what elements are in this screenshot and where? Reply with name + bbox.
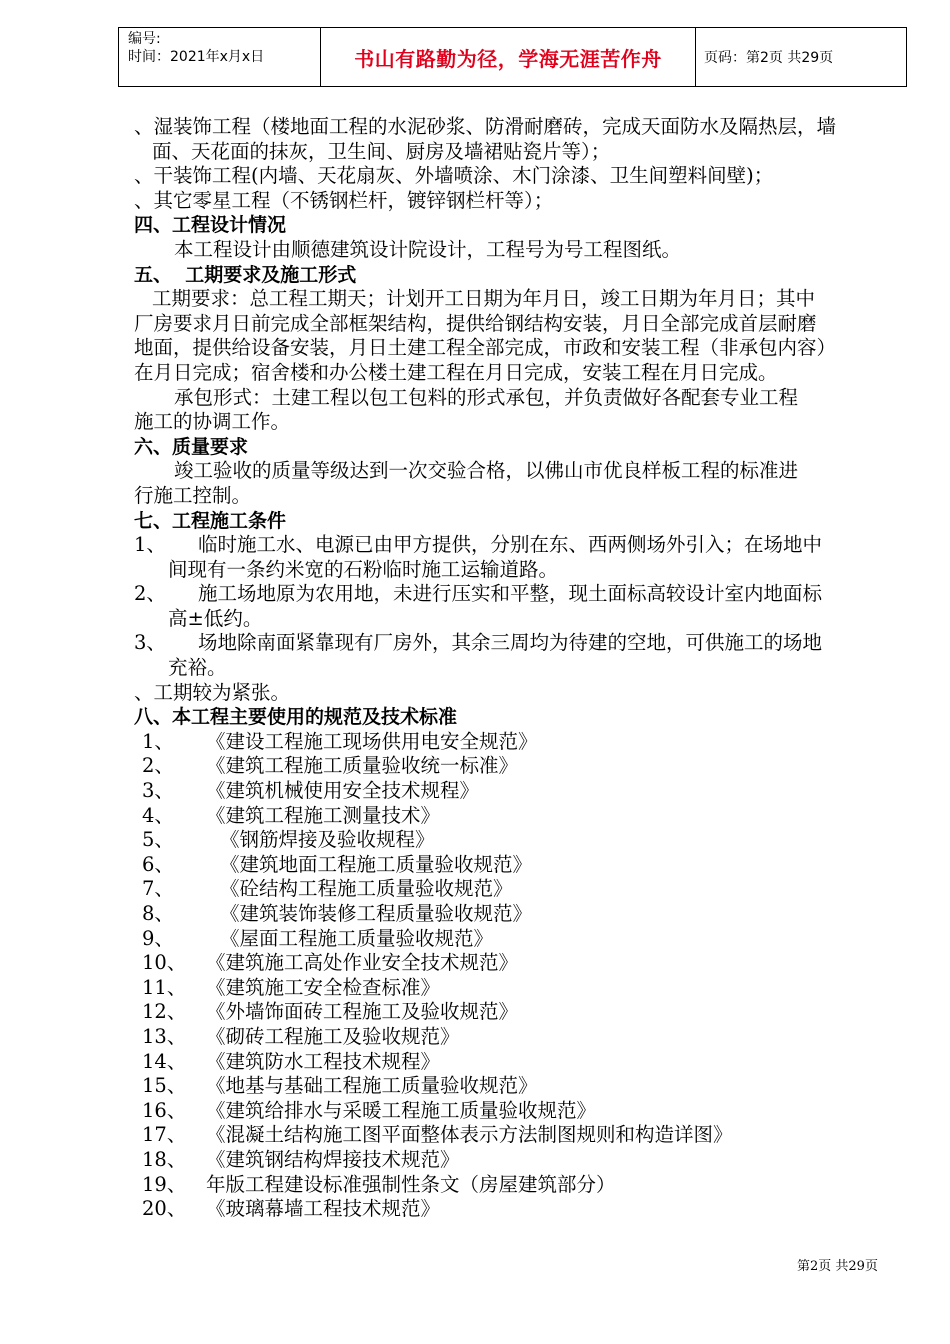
condition-number: 2、 — [134, 582, 166, 606]
condition-number: 1、 — [134, 533, 166, 557]
time-label: 时间：2021年x月x日 — [128, 49, 265, 65]
standard-item — [134, 1050, 899, 1075]
standard-title: 《外墙饰面砖工程施工及验收规范》 — [206, 1000, 519, 1024]
condition-number: 3、 — [134, 631, 166, 655]
standard-title: 《建筑施工高处作业安全技术规范》 — [206, 951, 519, 975]
paragraph-line: 竣工验收的质量等级达到一次交验合格，以佛山市优良样板工程的标准进 — [174, 459, 799, 483]
standard-title: 《建筑地面工程施工质量验收规范》 — [220, 852, 533, 876]
standard-item — [134, 730, 899, 755]
paragraph-line: 行施工控制。 — [134, 483, 252, 507]
condition-item — [134, 533, 899, 558]
standard-item — [134, 902, 899, 927]
page-footer: 第2页 共29页 — [797, 1259, 878, 1274]
standard-title: 《建筑工程施工质量验收统一标准》 — [206, 754, 519, 778]
standard-item — [134, 1025, 899, 1050]
standard-number: 8、 — [142, 902, 174, 925]
standard-number: 2、 — [142, 754, 174, 778]
standard-item — [134, 779, 899, 804]
header-meta-cell — [119, 28, 321, 86]
standard-title: 《建设工程施工现场供用电安全规范》 — [206, 729, 538, 753]
standard-item — [134, 951, 899, 976]
document-body — [134, 115, 899, 1222]
standard-item — [134, 1197, 899, 1222]
paragraph-line: 工期要求：总工程工期天；计划开工日期为年月日，竣工日期为年月日；其中 — [152, 287, 816, 311]
standard-item — [134, 877, 899, 902]
standard-item — [134, 754, 899, 779]
standard-title: 《地基与基础工程施工质量验收规范》 — [206, 1074, 538, 1098]
condition-text: 场地除南面紧靠现有厂房外，其余三周均为待建的空地，可供施工的场地 — [198, 631, 823, 655]
paragraph-line: 在月日完成；宿舍楼和办公楼土建工程在月日完成，安装工程在月日完成。 — [134, 360, 778, 384]
standard-item — [134, 1099, 899, 1124]
standard-title: 《砼结构工程施工质量验收规范》 — [220, 877, 513, 901]
standard-title: 《建筑工程施工测量技术》 — [206, 803, 441, 827]
section-heading: 六、质量要求 — [134, 435, 249, 458]
intro-line: 面、天花面的抹灰，卫生间、厨房及墙裙贴瓷片等）； — [152, 139, 611, 163]
standard-number: 9、 — [142, 926, 174, 950]
standard-number: 10、 — [142, 951, 187, 975]
header-page-cell — [696, 28, 906, 86]
intro-line: 、干装饰工程(内墙、天花扇灰、外墙喷涂、木门涂漆、卫生间塑料间壁)； — [134, 164, 774, 188]
page-header-table — [118, 27, 907, 87]
page-label: 页码：第2页 共29页 — [704, 50, 834, 66]
standard-number: 3、 — [142, 779, 174, 803]
standard-item — [134, 1074, 899, 1099]
condition-item — [134, 631, 899, 656]
standards-list — [134, 730, 899, 1222]
standard-item — [134, 804, 899, 829]
condition-text-cont: 间现有一条约米宽的石粉临时施工运输道路。 — [168, 557, 559, 581]
standard-title: 《建筑施工安全检查标准》 — [206, 975, 441, 999]
standard-number: 4、 — [142, 803, 174, 827]
paragraph-line: 承包形式：土建工程以包工包料的形式承包，并负责做好各配套专业工程 — [174, 385, 799, 409]
standard-item — [134, 853, 899, 878]
standard-title: 年版工程建设标准强制性条文（房屋建筑部分） — [206, 1172, 616, 1196]
intro-line: 、其它零星工程（不锈钢栏杆，镀锌钢栏杆等）； — [134, 188, 554, 212]
standard-title: 《砌砖工程施工及验收规范》 — [206, 1024, 460, 1048]
standard-title: 《建筑给排水与采暖工程施工质量验收规范》 — [206, 1098, 597, 1122]
standard-title: 《屋面工程施工质量验收规范》 — [220, 926, 494, 950]
condition-text: 临时施工水、电源已由甲方提供，分别在东、西两侧场外引入；在场地中 — [198, 533, 823, 557]
standard-number: 15、 — [142, 1074, 187, 1098]
standard-number: 19、 — [142, 1172, 187, 1196]
standard-item — [134, 1123, 899, 1148]
paragraph-line: 本工程设计由顺德建筑设计院设计，工程号为号工程图纸。 — [174, 237, 682, 261]
standard-item — [134, 1173, 899, 1198]
standard-item — [134, 1000, 899, 1025]
paragraph-line: 地面，提供给设备安装，月日土建工程全部完成，市政和安装工程（非承包内容） — [134, 336, 837, 360]
condition-extra: 、工期较为紧张。 — [134, 680, 291, 704]
section-heading: 五、 工期要求及施工形式 — [134, 263, 357, 286]
section-heading: 四、工程设计情况 — [134, 214, 287, 237]
header-motto-cell — [321, 28, 696, 86]
standard-title: 《建筑装饰装修工程质量验收规范》 — [220, 902, 533, 925]
serial-label: 编号: — [128, 31, 161, 47]
standard-item — [134, 1148, 899, 1173]
condition-text: 施工场地原为农用地，未进行压实和平整，现土面标高较设计室内地面标 — [198, 582, 823, 606]
standard-title: 《玻璃幕墙工程技术规范》 — [206, 1197, 441, 1221]
condition-text-cont: 充裕。 — [168, 656, 227, 680]
standard-number: 7、 — [142, 877, 174, 901]
standard-number: 6、 — [142, 852, 174, 876]
paragraph-line: 厂房要求月日前完成全部框架结构，提供给钢结构安装，月日全部完成首层耐磨 — [134, 311, 817, 335]
standard-number: 5、 — [142, 828, 174, 852]
standard-number: 17、 — [142, 1123, 187, 1147]
standard-number: 16、 — [142, 1098, 187, 1122]
section-heading: 八、本工程主要使用的规范及技术标准 — [134, 706, 458, 729]
motto-text: 书山有路勤为径，学海无涯苦作舟 — [354, 46, 662, 71]
standard-item — [134, 976, 899, 1001]
standard-number: 20、 — [142, 1197, 187, 1221]
standard-number: 12、 — [142, 1000, 187, 1024]
condition-item — [134, 582, 899, 607]
intro-line: 、湿装饰工程（楼地面工程的水泥砂浆、防滑耐磨砖，完成天面防水及隔热层，墙 — [134, 115, 837, 138]
paragraph-line: 施工的协调工作。 — [134, 410, 291, 434]
standard-title: 《钢筋焊接及验收规程》 — [220, 828, 435, 852]
section-heading: 七、工程施工条件 — [134, 509, 287, 532]
standard-title: 《建筑机械使用安全技术规程》 — [206, 779, 480, 803]
standard-number: 11、 — [142, 975, 187, 999]
standard-item — [134, 828, 899, 853]
standard-item — [134, 927, 899, 952]
standard-number: 18、 — [142, 1147, 187, 1171]
condition-text-cont: 高±低约。 — [168, 606, 263, 630]
standard-number: 1、 — [142, 729, 174, 753]
standard-number: 13、 — [142, 1024, 187, 1048]
standard-title: 《建筑防水工程技术规程》 — [206, 1049, 441, 1073]
standard-title: 《建筑钢结构焊接技术规范》 — [206, 1147, 460, 1171]
standard-number: 14、 — [142, 1049, 187, 1073]
standard-title: 《混凝土结构施工图平面整体表示方法制图规则和构造详图》 — [206, 1123, 733, 1147]
